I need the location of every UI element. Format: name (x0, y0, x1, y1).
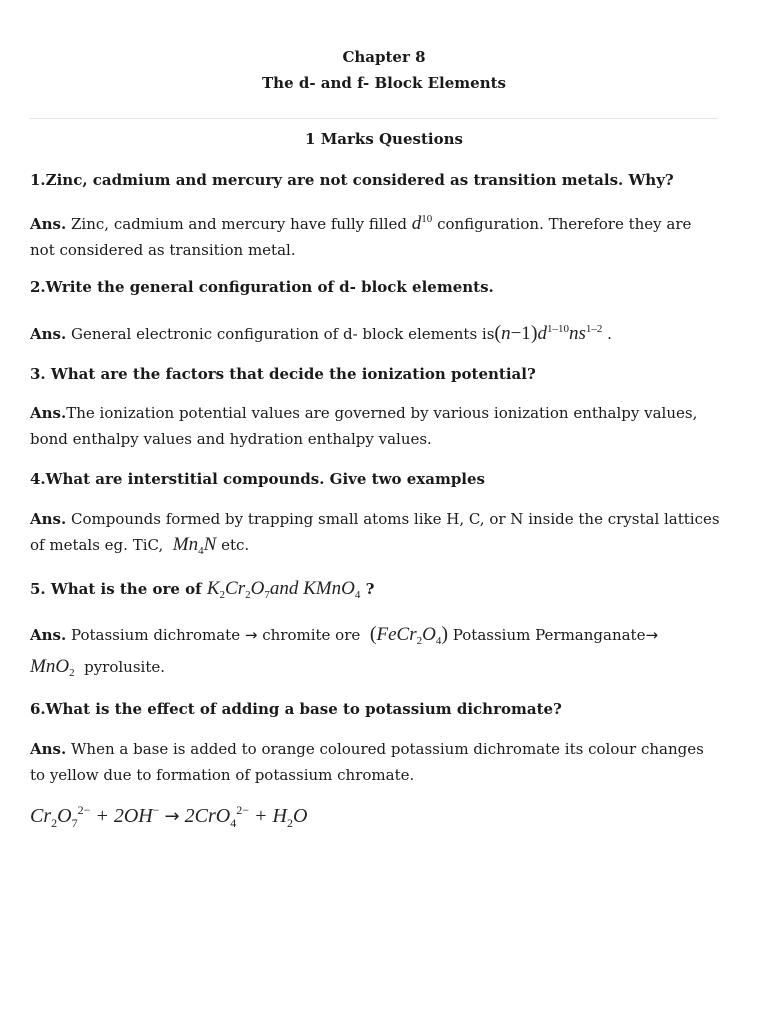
answer-2-text-pre: General electronic configuration of d- block elements is (71, 325, 495, 343)
arrow-icon: → (645, 626, 659, 644)
section-heading: 1 Marks Questions (305, 130, 463, 148)
question-4: 4.What are interstitial compounds. Give two examples (30, 470, 485, 488)
answer-1 (30, 206, 720, 263)
answer-2-text-post: . (607, 325, 612, 343)
answer-5-text-post: pyrolusite. (84, 658, 166, 676)
answer-5-text-mid1: chromite ore (262, 626, 361, 644)
question-1: 1.Zinc, cadmium and mercury are not considered as transition metals. Why? (30, 171, 674, 189)
k2cr2o7-kmno4-formula: $K_2Cr_2O_7and$ KMnO$_4$ (206, 578, 361, 601)
question-5-text-post: ? (365, 580, 375, 598)
answer-3 (30, 400, 720, 452)
question-5 (30, 576, 730, 608)
fecr2o4-formula: $(FeCr_2O_4)$ (369, 623, 448, 647)
question-2: 2.Write the general configuration of d- block elements. (30, 278, 494, 296)
ans-label: Ans. (30, 325, 67, 343)
general-configuration-formula: $(n-1)d^{1-10}ns^{1-2}$ (494, 322, 603, 344)
question-5-text-pre: 5. What is the ore of (30, 580, 202, 598)
ans-label: Ans. (30, 215, 67, 233)
answer-4-text-post: etc. (221, 536, 250, 554)
mn4n-formula: $Mn_4N$ (172, 534, 217, 557)
answer-6-text: When a base is added to orange coloured potassium dichromate its colour changes to yellow due to formation of potassium chromate. (30, 740, 704, 784)
arrow-icon: → (244, 626, 258, 644)
answer-3-text: The ionization potential values are governed by various ionization enthalpy values, bond enthalpy values and hydration enthalpy values. (30, 404, 698, 448)
ans-label: Ans. (30, 404, 67, 422)
answer-5-text-mid2: Potassium Permanganate (452, 626, 646, 644)
question-6: 6.What is the effect of adding a base to potassium dichromate? (30, 700, 562, 718)
arrow-icon: → (164, 806, 180, 827)
ans-label: Ans. (30, 510, 67, 528)
d10-formula: $d^{10}$ (411, 213, 433, 234)
question-3: 3. What are the factors that decide the ionization potential? (30, 365, 536, 383)
ans-label: Ans. (30, 626, 67, 644)
chapter-subtitle: The d- and f- Block Elements (262, 74, 506, 92)
chapter-heading: Chapter 8 (342, 48, 426, 66)
mno2-formula: MnO$_2$ (30, 656, 75, 679)
answer-1-text-post: configuration. Therefore they are not considered as transition metal. (30, 215, 692, 259)
ans-label: Ans. (30, 740, 67, 758)
answer-5-text-pre: Potassium dichromate (71, 626, 241, 644)
header-divider (30, 118, 718, 119)
answer-4 (30, 506, 720, 564)
answer-5 (30, 621, 720, 686)
answer-4-text-pre: Compounds formed by trapping small atoms like H, C, or N inside the crystal lattices of metals eg. TiC, (30, 510, 720, 554)
chromate-equation: $Cr_2O_7^{2-} + 2OH^- \to 2CrO_4^{2-} + H_2O$ (30, 803, 308, 830)
answer-1-text-pre: Zinc, cadmium and mercury have fully filled (71, 215, 408, 233)
answer-6 (30, 736, 720, 788)
answer-2 (30, 316, 720, 347)
